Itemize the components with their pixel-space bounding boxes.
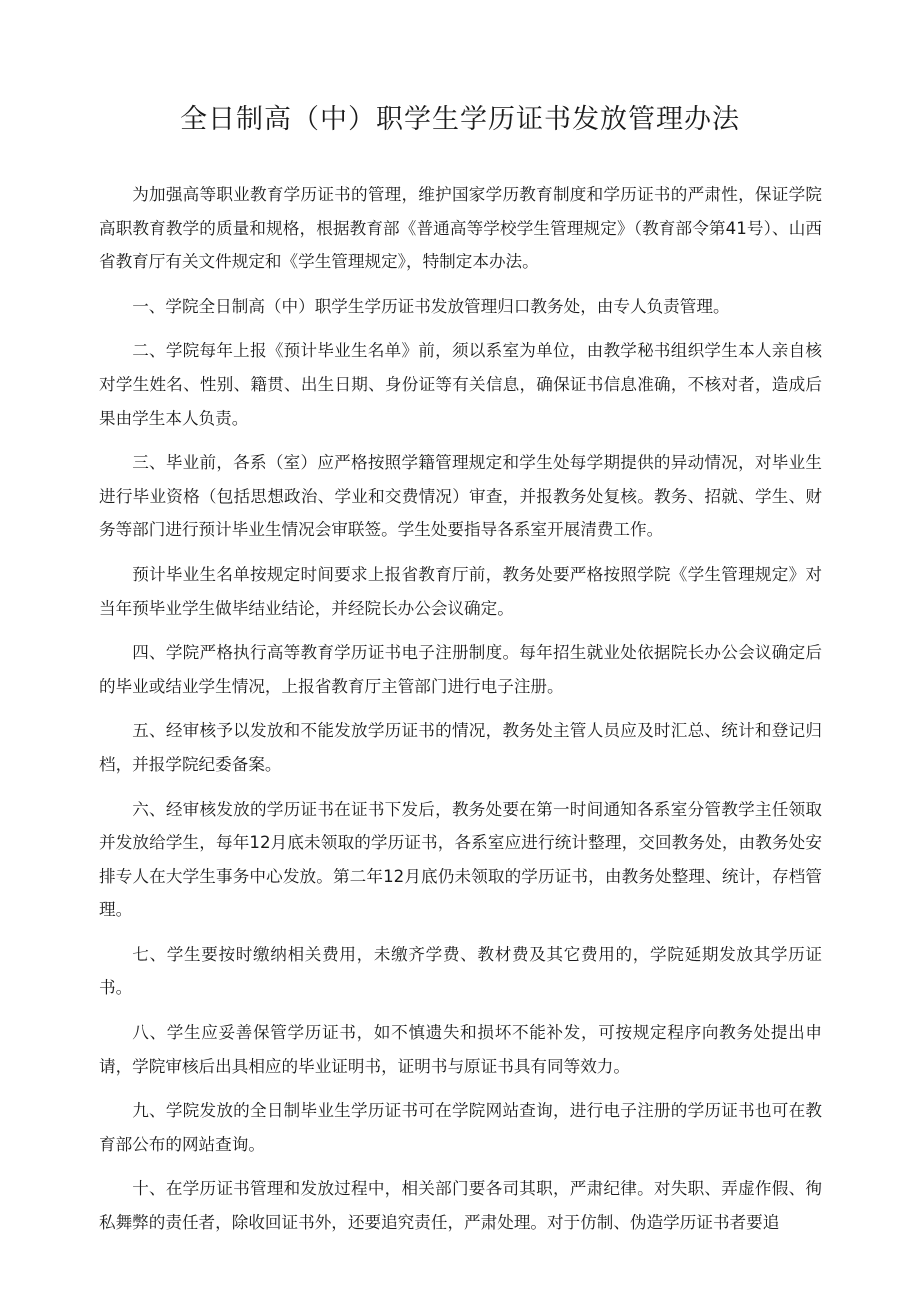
paragraph-article-3: 三、毕业前，各系（室）应严格按照学籍管理规定和学生处每学期提供的异动情况，对毕业生进行毕业资格（包括思想政治、学业和交费情况）审查，并报教务处复核。教务、招就、学生、财务等部门进行预计毕业生情况会审联签。学生处要指导各系室开展清费工作。 bbox=[99, 453, 822, 540]
paragraph-article-3-continued: 预计毕业生名单按规定时间要求上报省教育厅前，教务处要严格按照学院《学生管理规定》对当年预毕业学生做毕结业结论，并经院长办公会议确定。 bbox=[99, 564, 822, 618]
paragraph-article-7: 七、学生要按时缴纳相关费用，未缴齐学费、教材费及其它费用的，学院延期发放其学历证书。 bbox=[99, 944, 822, 998]
paragraph-article-5: 五、经审核予以发放和不能发放学历证书的情况，教务处主管人员应及时汇总、统计和登记归档，并报学院纪委备案。 bbox=[99, 721, 822, 774]
paragraph-article-6: 六、经审核发放的学历证书在证书下发后，教务处要在第一时间通知各系室分管教学主任领取并发放给学生，每年12月底未领取的学历证书，各系室应进行统计整理，交回教务处，由教务处安排专人在大学生事务中心发放。第二年12月底仍未领取的学历证书，由教务处整理、统计，存档管理。 bbox=[99, 799, 822, 920]
paragraph-article-4: 四、学院严格执行高等教育学历证书电子注册制度。每年招生就业处依据院长办公会议确定后的毕业或结业学生情况，上报省教育厅主管部门进行电子注册。 bbox=[99, 643, 822, 696]
paragraph-preamble: 为加强高等职业教育学历证书的管理，维护国家学历教育制度和学历证书的严肃性，保证学院高职教育教学的质量和规格，根据教育部《普通高等学校学生管理规定》（教育部令第41号）、山西省教育厅有关文件规定和《学生管理规定》，特制定本办法。 bbox=[99, 185, 822, 272]
document-title: 全日制高（中）职学生学历证书发放管理办法 bbox=[180, 104, 740, 135]
paragraph-article-2: 二、学院每年上报《预计毕业生名单》前，须以系室为单位，由教学秘书组织学生本人亲自核对学生姓名、性别、籍贯、出生日期、身份证等有关信息，确保证书信息准确，不核对者，造成后果由学生本人负责。 bbox=[99, 341, 822, 428]
document-body bbox=[99, 178, 822, 1251]
paragraph-article-1: 一、学院全日制高（中）职学生学历证书发放管理归口教务处，由专人负责管理。 bbox=[132, 296, 730, 316]
paragraph-article-9: 九、学院发放的全日制毕业生学历证书可在学院网站查询，进行电子注册的学历证书也可在教育部公布的网站查询。 bbox=[99, 1101, 822, 1154]
paragraph-article-10: 十、在学历证书管理和发放过程中，相关部门要各司其职，严肃纪律。对失职、弄虚作假、徇私舞弊的责任者，除收回证书外，还要追究责任，严肃处理。对于仿制、伪造学历证书者要追 bbox=[99, 1179, 822, 1233]
paragraph-article-8: 八、学生应妥善保管学历证书，如不慎遗失和损坏不能补发，可按规定程序向教务处提出申请，学院审核后出具相应的毕业证明书，证明书与原证书具有同等效力。 bbox=[99, 1023, 822, 1076]
